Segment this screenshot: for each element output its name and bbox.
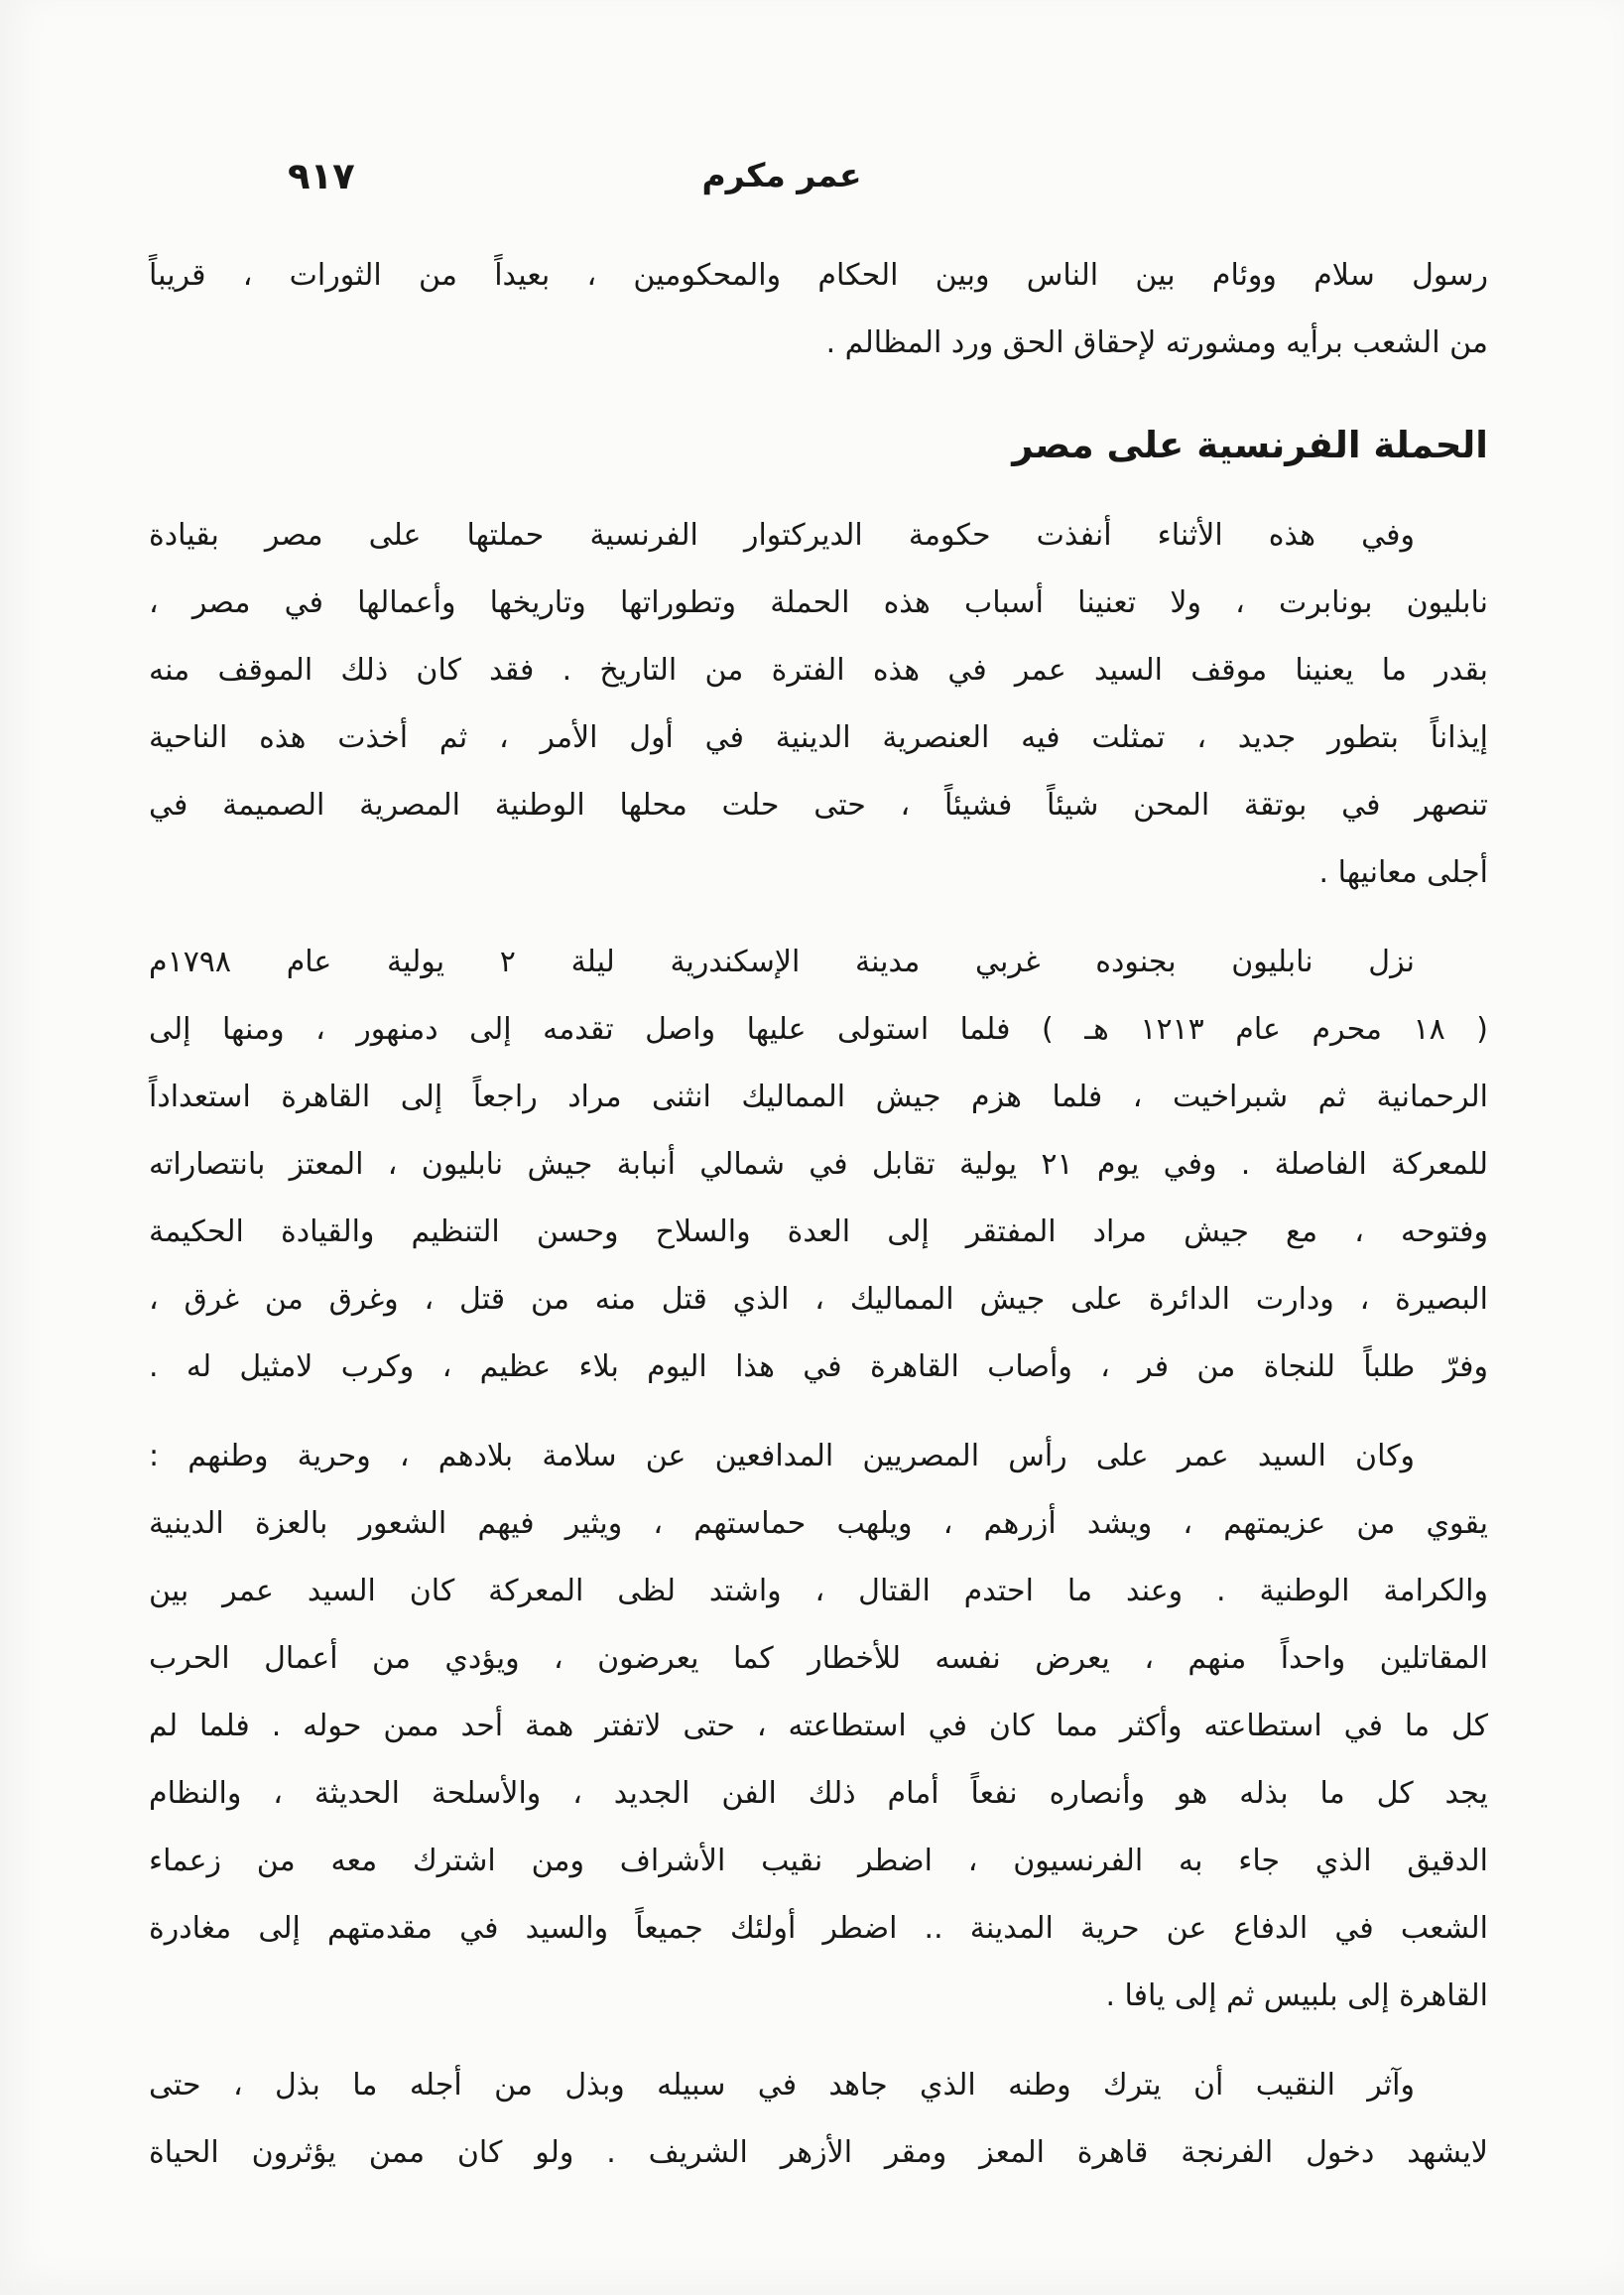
text-line: وكان السيد عمر على رأس المصريين المدافعين عن سلامة بلادهم ، وحرية وطنهم :: [149, 1439, 1415, 1473]
text-line: رسول سلام ووئام بين الناس وبين الحكام والمحكومين ، بعيداً من الثورات ، قريباً: [149, 258, 1488, 293]
paragraph-french-campaign: [149, 502, 1488, 907]
text-line: البصيرة ، ودارت الدائرة على جيش المماليك ، الذي قتل منه من قتل ، وغرق من غرق ،: [149, 1282, 1488, 1317]
paragraph-omar-defense: [149, 1423, 1488, 2030]
text-line: كل ما في استطاعته وأكثر مما كان في استطاعته ، حتى لاتفتر همة أحد ممن حوله . فلما لم: [149, 1709, 1488, 1743]
text-line: الشعب في الدفاع عن حرية المدينة .. اضطر أولئك جميعاً والسيد في مقدمتهم إلى مغادرة: [149, 1911, 1488, 1946]
text-line: وفرّ طلباً للنجاة من فر ، وأصاب القاهرة في هذا اليوم بلاء عظيم ، وكرب لامثيل له .: [149, 1349, 1488, 1384]
text-line: أجلى معانيها .: [1318, 855, 1488, 890]
text-line: الدقيق الذي جاء به الفرنسيون ، اضطر نقيب الأشراف ومن اشترك معه من زعماء: [149, 1844, 1488, 1878]
text-line: يجد كل ما بذله هو وأنصاره نفعاً أمام ذلك الفن الجديد ، والأسلحة الحديثة ، والنظام: [149, 1776, 1488, 1811]
text-line: نابليون بونابرت ، ولا تعنينا أسباب هذه الحملة وتطوراتها وتاريخها وأعمالها في مصر ،: [149, 585, 1488, 620]
text-line: وفي هذه الأثناء أنفذت حكومة الديركتوار الفرنسية حملتها على مصر بقيادة: [149, 518, 1415, 553]
text-line: إيذاناً بتطور جديد ، تمثلت فيه العنصرية الدينية في أول الأمر ، ثم أخذت هذه الناحية: [149, 720, 1488, 755]
text-line: ( ١٨ محرم عام ١٢١٣ هـ ) فلما استولى عليها واصل تقدمه إلى دمنهور ، ومنها إلى: [149, 1012, 1488, 1047]
text-line: للمعركة الفاصلة . وفي يوم ٢١ يولية تقابل في شمالي أنبابة جيش نابليون ، المعتز بانتصاراته: [149, 1147, 1488, 1182]
text-line: القاهرة إلى بلبيس ثم إلى يافا .: [1105, 1978, 1488, 2013]
text-line: لايشهد دخول الفرنجة قاهرة المعز ومقر الأزهر الشريف . ولو كان ممن يؤثرون الحياة: [149, 2135, 1488, 2170]
paragraph-naqib-exile: [149, 2052, 1488, 2187]
text-line: من الشعب برأيه ومشورته لإحقاق الحق ورد المظالم .: [825, 325, 1488, 360]
text-line: يقوي من عزيمتهم ، ويشد أزرهم ، ويلهب حماستهم ، ويثير فيهم الشعور بالعزة الدينية: [149, 1506, 1488, 1541]
section-heading: الحملة الفرنسية على مصر: [1012, 424, 1488, 466]
page-number: ٩١٧: [288, 155, 355, 197]
paragraph-continuation: [149, 242, 1488, 377]
text-line: بقدر ما يعنينا موقف السيد عمر في هذه الفترة من التاريخ . فقد كان ذلك الموقف منه: [149, 653, 1488, 688]
text-line: والكرامة الوطنية . وعند ما احتدم القتال ، واشتد لظى المعركة كان السيد عمر بين: [149, 1574, 1488, 1608]
text-line: نزل نابليون بجنوده غربي مدينة الإسكندرية ليلة ٢ يولية عام ١٧٩٨م: [149, 945, 1415, 979]
text-line: المقاتلين واحداً منهم ، يعرض نفسه للأخطار كما يعرضون ، ويؤدي من أعمال الحرب: [149, 1641, 1488, 1676]
running-title: عمر مكرم: [701, 156, 862, 194]
text-line: وآثر النقيب أن يترك وطنه الذي جاهد في سبيله وبذل من أجله ما بذل ، حتى: [149, 2068, 1415, 2103]
document-body: [149, 147, 1488, 2187]
text-line: الرحمانية ثم شبراخيت ، فلما هزم جيش المماليك انثنى مراد راجعاً إلى القاهرة استعداداً: [149, 1080, 1488, 1114]
page-header: [149, 147, 1488, 208]
text-line: وفتوحه ، مع جيش مراد المفتقر إلى العدة والسلاح وحسن التنظيم والقيادة الحكيمة: [149, 1214, 1488, 1249]
paragraph-napoleon-landing: [149, 929, 1488, 1401]
text-line: تنصهر في بوتقة المحن شيئاً فشيئاً ، حتى حلت محلها الوطنية المصرية الصميمة في: [149, 788, 1488, 823]
